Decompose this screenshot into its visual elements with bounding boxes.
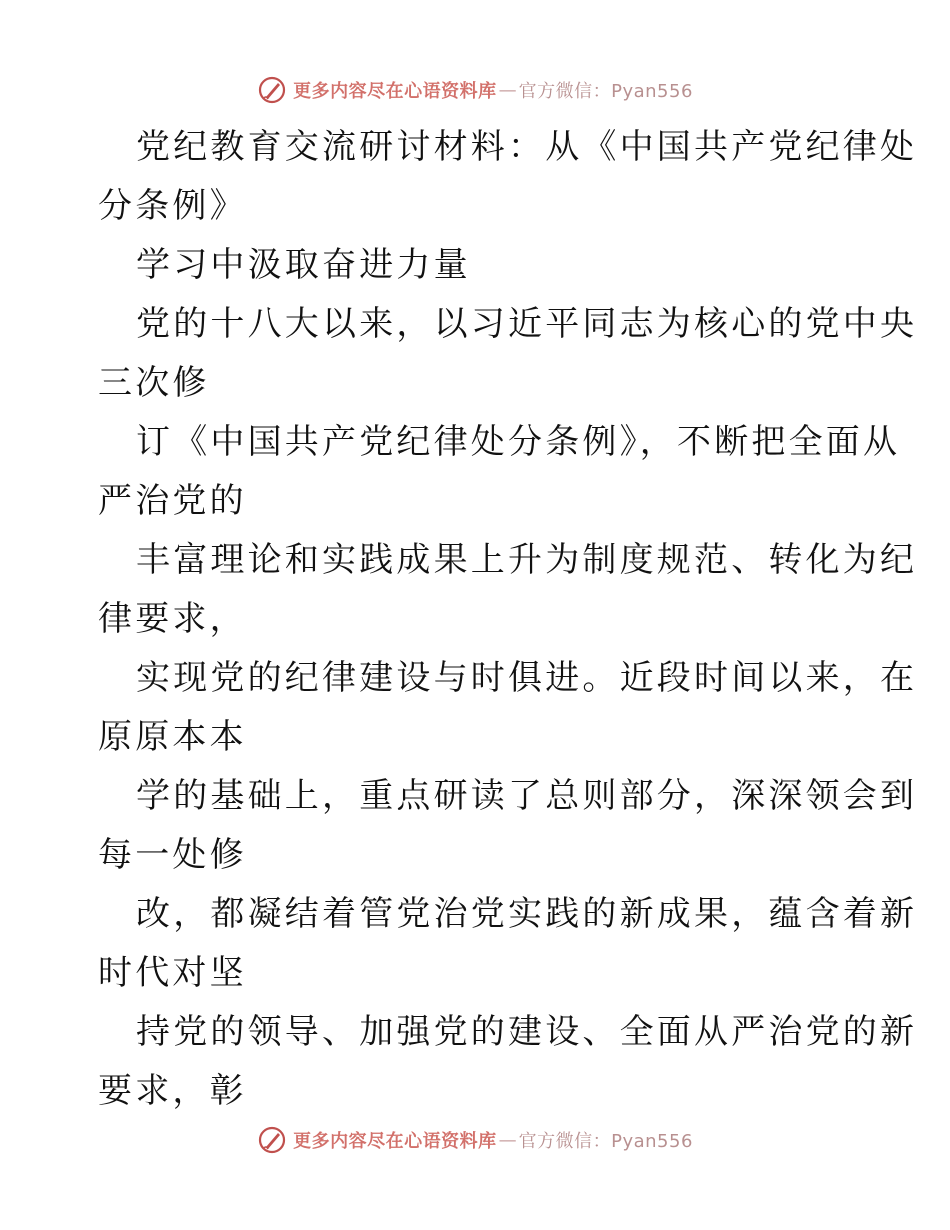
- text-line: 分条例》: [98, 186, 247, 226]
- text-line: 每一处修: [98, 835, 247, 875]
- text-line: 律要求，: [98, 599, 247, 639]
- text-line: 党纪教育交流研讨材料：从《中国共产党纪律处: [136, 127, 918, 167]
- watermark-dash: —: [498, 1129, 517, 1151]
- text-line: 学的基础上，重点研读了总则部分，深深领会到: [136, 776, 918, 816]
- watermark-brand-text: 更多内容尽在心语资料库: [293, 81, 497, 102]
- text-line: 党的十八大以来，以习近平同志为核心的党中央: [136, 304, 918, 344]
- footer-watermark: [0, 1122, 950, 1158]
- header-watermark: [0, 72, 950, 108]
- watermark-wechat-text: 官方微信：Pyan556: [518, 81, 693, 102]
- text-line: 严治党的: [98, 481, 247, 521]
- text-line: 原原本本: [98, 717, 247, 757]
- text-line: 丰富理论和实践成果上升为制度规范、转化为纪: [136, 540, 918, 580]
- quill-logo-icon: [257, 75, 287, 105]
- text-line: 三次修: [98, 363, 210, 403]
- text-line: 持党的领导、加强党的建设、全面从严治党的新: [136, 1012, 918, 1052]
- text-line: 实现党的纪律建设与时俱进。近段时间以来，在: [136, 658, 918, 698]
- document-body: [98, 118, 918, 1121]
- watermark-dash: —: [498, 79, 517, 101]
- text-line: 学习中汲取奋进力量: [136, 245, 471, 285]
- watermark-wechat-text: 官方微信：Pyan556: [518, 1131, 693, 1152]
- quill-logo-icon: [257, 1125, 287, 1155]
- watermark-brand-text: 更多内容尽在心语资料库: [293, 1131, 497, 1152]
- text-line: 改，都凝结着管党治党实践的新成果，蕴含着新: [136, 894, 918, 934]
- text-line: 要求，彰: [98, 1071, 247, 1111]
- text-line: 时代对坚: [98, 953, 247, 993]
- text-line: 订《中国共产党纪律处分条例》，不断把全面从: [136, 422, 901, 462]
